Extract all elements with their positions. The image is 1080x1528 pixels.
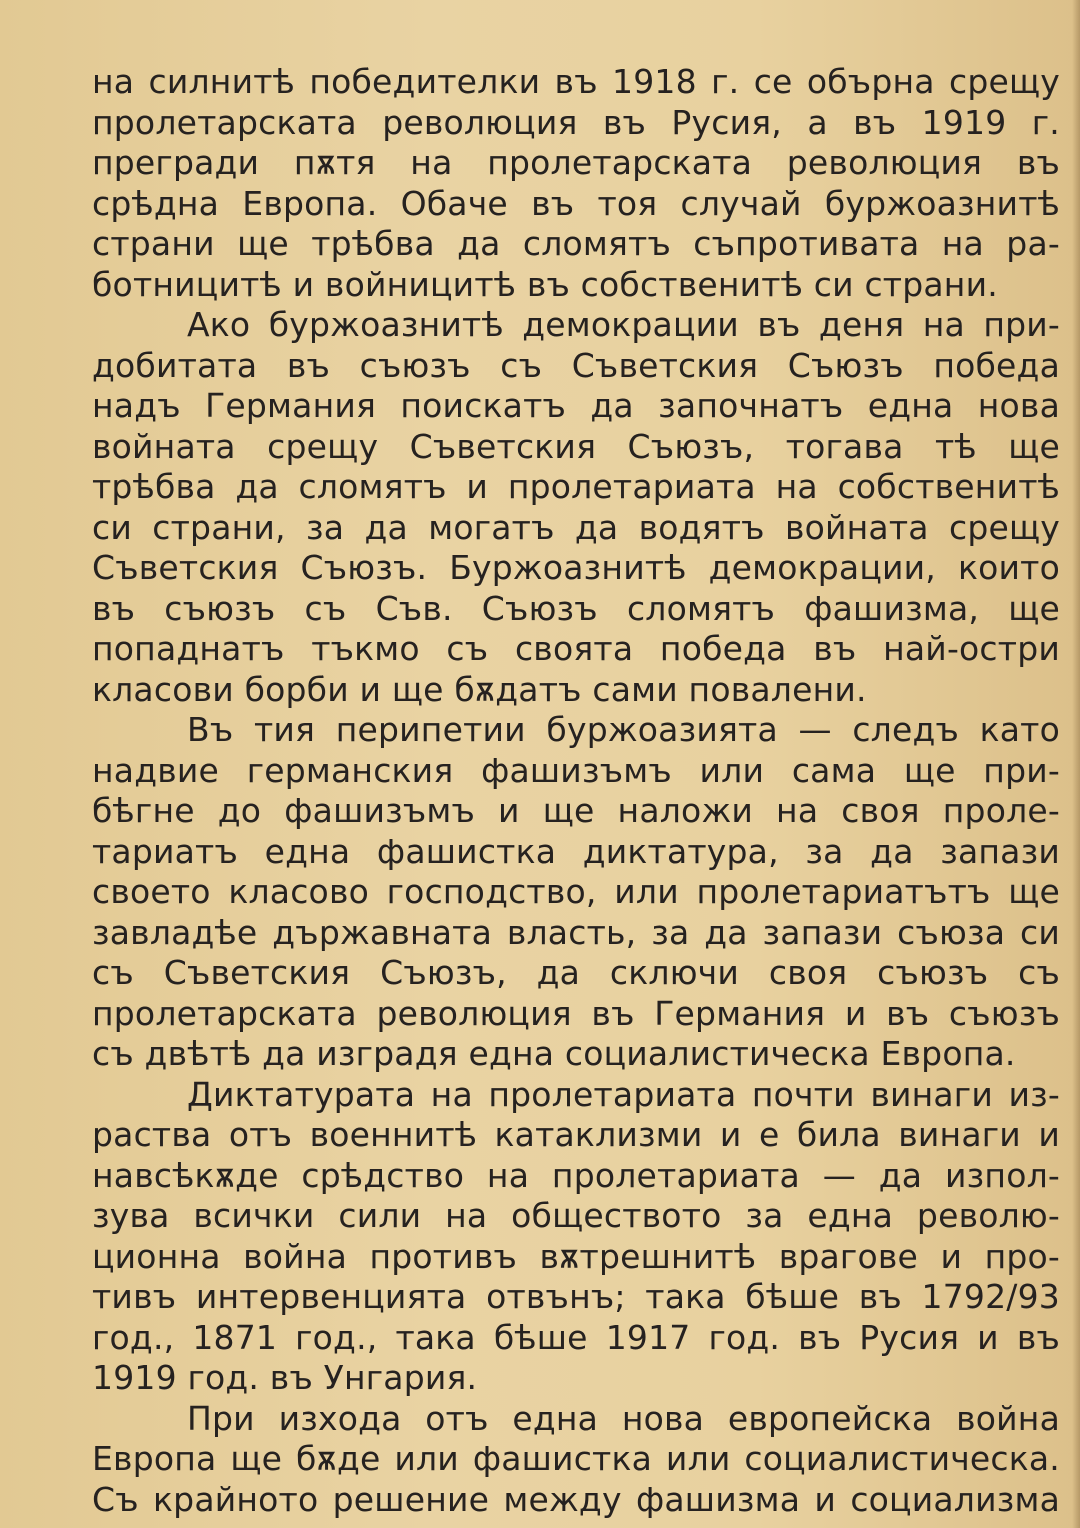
text-line: Въ тия перипетии буржоазията — следъ като bbox=[187, 710, 1060, 749]
text-line: трѣбва да сломятъ и пролетариата на собственитѣ bbox=[92, 467, 1060, 506]
text-line: пролетарската революция въ Германия и въ съюзъ bbox=[92, 993, 1060, 1033]
text-line: раства отъ военнитѣ катаклизми и е била винаги и bbox=[92, 1115, 1060, 1154]
text-line: срѣдна Европа. Обаче въ тоя случай буржоазнитѣ bbox=[92, 183, 1060, 223]
text-line: ционна война противъ вѫтрешнитѣ врагове и про- bbox=[92, 1236, 1060, 1276]
text-line: год., 1871 год., така бѣше 1917 год. въ Русия и въ bbox=[92, 1317, 1060, 1357]
text-line: Съветския Съюзъ. Буржоазнитѣ демокрации, които bbox=[92, 548, 1060, 587]
text-line: 1919 год. въ Унгария. bbox=[92, 1358, 478, 1397]
text-line: бѣгне до фашизъмъ и ще наложи на своя проле- bbox=[92, 791, 1060, 830]
text-line: Диктатурата на пролетариата почти винаги из- bbox=[187, 1074, 1060, 1114]
text-line: навсѣкѫде срѣдство на пролетариата — да изпол- bbox=[92, 1155, 1060, 1195]
text-line: добитата въ съюзъ съ Съветския Съюзъ победа bbox=[92, 345, 1060, 385]
text-line: съ двѣтѣ да изградя една социалистическа Европа. bbox=[92, 1034, 1016, 1073]
text-line: завладѣе държавната власть, за да запази съюза си bbox=[92, 912, 1060, 952]
text-line: тивъ интервенцията отвънъ; така бѣше въ 1792/93 bbox=[92, 1277, 1060, 1316]
text-line: ботницитѣ и войницитѣ въ собственитѣ си страни. bbox=[92, 264, 998, 304]
text-line: надвие германския фашизъмъ или сама ще при- bbox=[92, 750, 1060, 790]
text-line: на силнитѣ победителки въ 1918 г. се обърна срещу bbox=[92, 62, 1060, 101]
text-line: При изхода отъ една нова европейска война bbox=[187, 1398, 1060, 1438]
text-line: класови борби и ще бѫдатъ сами повалени. bbox=[92, 669, 867, 709]
text-line: въ съюзъ съ Съв. Съюзъ сломятъ фашизма, ще bbox=[92, 588, 1060, 628]
text-line: страни ще трѣбва да сломятъ съпротивата на ра- bbox=[92, 224, 1060, 263]
text-line: зува всички сили на обществото за една револю- bbox=[92, 1196, 1060, 1235]
text-line: надъ Германия поискатъ да започнатъ една нова bbox=[92, 386, 1060, 425]
text-line: Ако буржоазнитѣ демокрации въ деня на при- bbox=[187, 305, 1060, 344]
page-edge-shadow bbox=[1072, 0, 1080, 1528]
text-line: Съ крайното решение между фашизма и социализма bbox=[92, 1479, 1060, 1519]
text-line: си страни, за да могатъ да водятъ войната срещу bbox=[92, 507, 1060, 547]
text-line: тариатъ една фашистка диктатура, за да запази bbox=[92, 831, 1060, 871]
body-text bbox=[92, 62, 1060, 1520]
text-line: войната срещу Съветския Съюзъ, тогава тѣ ще bbox=[92, 426, 1060, 466]
text-line: пролетарската революция въ Русия, а въ 1919 г. bbox=[92, 102, 1060, 142]
text-line: прегради пѫтя на пролетарската революция въ bbox=[92, 143, 1060, 182]
text-line: Европа ще бѫде или фашистка или социалистическа. bbox=[92, 1439, 1060, 1478]
text-line: попаднатъ тъкмо съ своята победа въ най-остри bbox=[92, 629, 1060, 668]
text-line: съ Съветския Съюзъ, да сключи своя съюзъ съ bbox=[92, 953, 1060, 992]
text-line: своето класово господство, или пролетариатътъ ще bbox=[92, 872, 1060, 911]
